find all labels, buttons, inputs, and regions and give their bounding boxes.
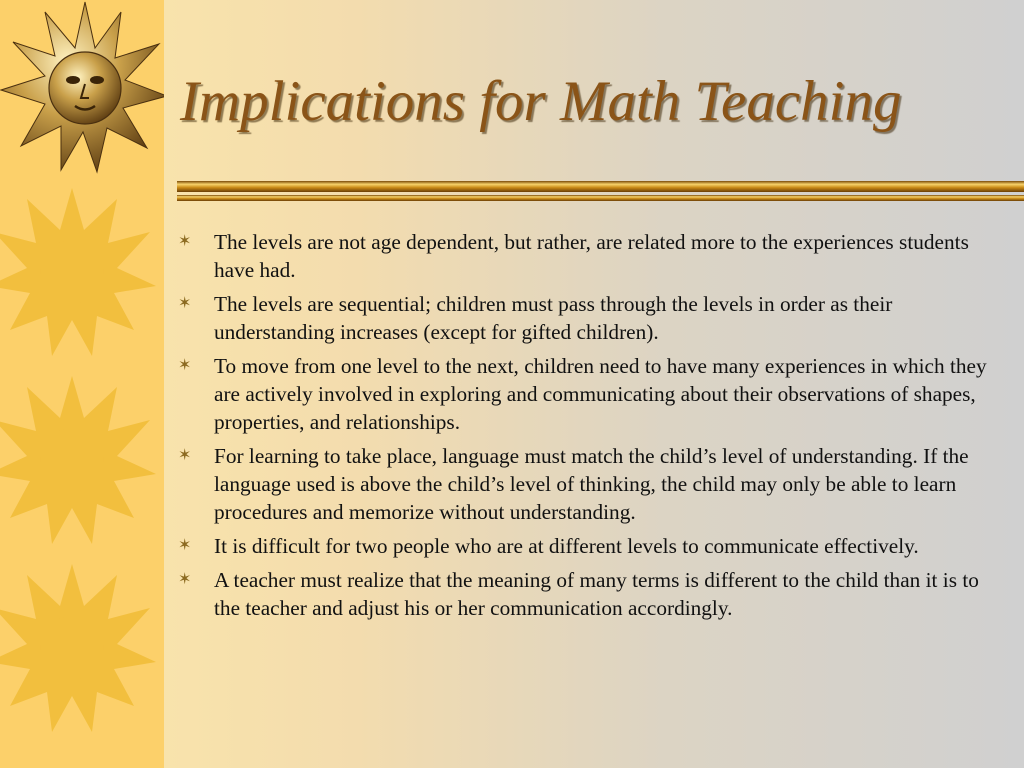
bullet-item — [178, 228, 1008, 284]
six-pointed-star-icon: ✶ — [178, 233, 192, 250]
bullet-item — [178, 566, 1008, 622]
bullet-item — [178, 442, 1008, 526]
bullet-list — [178, 228, 1008, 628]
six-pointed-star-icon: ✶ — [178, 571, 192, 588]
title-divider — [177, 181, 1024, 202]
bullet-text: To move from one level to the next, children need to have many experiences in which they are actively involved in exploring and communicating about their observations of shapes, properties, and relationships. — [214, 354, 987, 434]
bullet-text: The levels are sequential; children must pass through the levels in order as their understanding increases (except for gifted children). — [214, 292, 893, 344]
bullet-text: It is difficult for two people who are at different levels to communicate effectively. — [214, 534, 919, 558]
bullet-text: The levels are not age dependent, but rather, are related more to the experiences students have had. — [214, 230, 969, 282]
six-pointed-star-icon: ✶ — [178, 295, 192, 312]
six-pointed-star-icon: ✶ — [178, 447, 192, 464]
bullet-item — [178, 532, 1008, 560]
sun-icon — [0, 552, 164, 744]
bullet-text: A teacher must realize that the meaning of many terms is different to the child than it is to the teacher and adjust his or her communication accordingly. — [214, 568, 979, 620]
slide-title: Implications for Math Teaching — [180, 70, 902, 133]
six-pointed-star-icon: ✶ — [178, 537, 192, 554]
six-pointed-star-icon: ✶ — [178, 357, 192, 374]
sun-icon — [0, 364, 164, 556]
gold-sun-face-icon — [0, 0, 164, 176]
sun-icon — [0, 176, 164, 368]
bullet-item — [178, 352, 1008, 436]
bullet-item — [178, 290, 1008, 346]
bullet-text: For learning to take place, language must match the child’s level of understanding. If the language used is above the child’s level of thinking, the child may only be able to learn procedures and memorize without understanding. — [214, 444, 969, 524]
